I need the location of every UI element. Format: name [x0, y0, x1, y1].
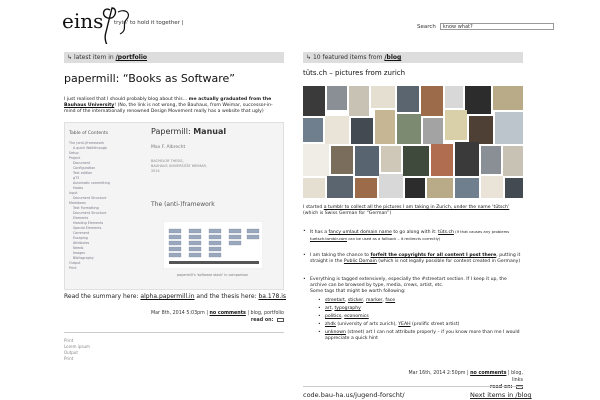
toc-item[interactable]: Document Structure — [73, 196, 107, 200]
figure-heading-a: Papermill: — [151, 127, 194, 136]
tag-link[interactable]: sticker — [347, 298, 364, 303]
toc-item[interactable]: Project — [69, 156, 81, 160]
list-item — [303, 277, 523, 296]
toc-title: Table of Contents — [69, 131, 109, 136]
photo-thumbnail[interactable] — [481, 146, 501, 174]
photo-thumbnail[interactable] — [481, 176, 503, 198]
tag-link[interactable]: marker — [366, 298, 383, 303]
bauhaus-link[interactable]: Bauhaus University — [64, 103, 115, 109]
tag-row — [318, 322, 523, 328]
next-items-link[interactable]: Next items in /blog — [470, 391, 532, 399]
bullet-icon: • — [303, 253, 306, 258]
right-column-header — [303, 52, 523, 63]
readmore-text: Read the summary here: — [64, 293, 141, 300]
bullet-icon: • — [318, 322, 321, 327]
tag-separator: , — [382, 298, 386, 303]
photo-thumbnail[interactable] — [397, 86, 419, 112]
photo-thumbnail[interactable] — [355, 178, 377, 198]
thesis-screenshot[interactable] — [64, 122, 284, 290]
post-date[interactable]: Mar 8th, 2014 5:03pm — [151, 311, 205, 316]
post-tags[interactable]: blog, portfolio — [250, 311, 284, 316]
divider — [64, 332, 284, 333]
toc-item[interactable]: Configuration — [73, 166, 96, 170]
tag-link[interactable]: YEAH — [398, 322, 411, 327]
left-column-header — [64, 52, 284, 63]
intro-rest: ! (No, the link is not wrong, the Bauhaus, from Weimar, successor-in-mind of the internationally renowned Design Movement really has a website that ugly) — [64, 103, 273, 115]
read-on-label: read on: — [250, 318, 274, 323]
photo-thumbnail[interactable] — [325, 116, 349, 144]
post-meta-right: Mar 16th, 2014 2:50pm | no comments | blog, links read on: — [408, 371, 523, 390]
read-on-label: read on: — [489, 385, 513, 390]
toc-item[interactable]: Document — [73, 161, 91, 165]
toc-item[interactable]: Print — [69, 266, 77, 270]
tag-note: (prolific street artist) — [410, 322, 460, 327]
toc-item[interactable]: A quick Walkthrough — [73, 146, 108, 150]
toc-item[interactable]: Text edition — [73, 171, 93, 175]
b3-text: Everything is tagged extensively, especially the #streetart section. If I keep it up, the archive can be browsed by type, media, crews, artist, etc. — [310, 277, 507, 289]
toc-item[interactable]: Elements — [73, 216, 89, 220]
photo-thumbnail[interactable] — [405, 178, 425, 198]
tag-link[interactable]: face — [385, 298, 396, 303]
cutoff-text — [64, 338, 90, 362]
search-area — [417, 23, 554, 30]
photo-grid[interactable] — [303, 86, 523, 198]
search-input[interactable] — [440, 23, 554, 30]
bullet-icon: • — [318, 330, 321, 335]
photo-thumbnail[interactable] — [495, 112, 523, 144]
intro-plain: I just realised that I should probably blog about this… — [64, 97, 189, 102]
cutoff-line: Print — [64, 356, 74, 361]
photo-thumbnail[interactable] — [455, 142, 479, 176]
p1-b: (which is Swiss German for “German”) — [303, 211, 392, 217]
toc-item[interactable]: Attributes — [73, 241, 90, 245]
cutoff-line: Lorem ipsum — [64, 344, 90, 349]
arrow-icon: ↳ — [306, 54, 312, 61]
photo-thumbnail[interactable] — [427, 178, 453, 198]
bullet-icon: • — [318, 306, 321, 311]
photo-thumbnail[interactable] — [381, 146, 401, 172]
photo-thumbnail[interactable] — [503, 146, 523, 176]
arrow-icon: ↳ — [67, 54, 73, 61]
bullet-icon: • — [303, 277, 306, 282]
post-title-tuets[interactable]: tüts.ch – pictures from zurich — [303, 69, 406, 77]
b1-a: It has a — [310, 230, 329, 235]
tumblr-link[interactable]: a tumblr to collect all the pictures I am taking in Zurich, under the name ‘tütsch’ — [323, 205, 510, 210]
read-summary — [64, 293, 286, 300]
tag-note: (street) art I can not attribute properly – if you know more than me I would appreciate a quick hint — [325, 330, 520, 342]
toc-item[interactable]: gT3 — [73, 176, 80, 180]
b1-b: to go along with it: — [391, 230, 439, 235]
post-intro — [64, 97, 284, 116]
tag-note: (university of arts zurich), — [335, 322, 399, 327]
photo-thumbnail[interactable] — [445, 86, 463, 108]
toc-item[interactable]: Document Structure — [73, 211, 107, 215]
tag-link[interactable]: zhdk — [325, 322, 336, 327]
bullet-icon: • — [318, 314, 321, 319]
divider — [303, 386, 523, 387]
b2-e: (which is not legally possible for content created in Germany) — [376, 259, 521, 265]
column-header-label: 10 featured items from — [312, 54, 383, 61]
comments-link[interactable]: no comments — [470, 371, 507, 376]
b2-b[interactable]: for all content I post there — [426, 253, 497, 258]
tumblr-fallback-link[interactable]: tuetsch.tumblr.com — [310, 236, 347, 242]
tag-link[interactable]: art — [325, 306, 332, 311]
photo-thumbnail[interactable] — [431, 144, 453, 176]
figure-meta — [151, 159, 271, 174]
tag-row — [318, 314, 523, 320]
tag-link[interactable]: streetart — [325, 298, 345, 303]
p1-a: I started — [303, 205, 324, 210]
toc-list — [69, 141, 119, 271]
photo-thumbnail[interactable] — [493, 86, 523, 110]
tag-row — [318, 306, 523, 312]
toc-item[interactable]: Setup — [69, 151, 79, 155]
toc-item[interactable]: Input — [69, 191, 78, 195]
photo-thumbnail[interactable] — [421, 86, 443, 116]
tag-separator: , — [341, 314, 345, 319]
tag-separator: , — [331, 306, 335, 311]
figure-heading — [151, 127, 226, 136]
papermill-link[interactable]: alpha.papermill.in — [140, 293, 195, 300]
toc-item[interactable]: Markdown — [69, 201, 87, 205]
b1-f: can be used as a fallback – it redirects correctly) — [347, 236, 441, 242]
toc-item[interactable]: Output — [69, 261, 81, 265]
logo-text[interactable]: eins — [62, 9, 104, 33]
photo-thumbnail[interactable] — [403, 146, 429, 176]
photo-thumbnail[interactable] — [469, 116, 493, 144]
toc-item[interactable]: Heading Elements — [73, 221, 104, 225]
list-item — [303, 253, 523, 265]
figure-caption: papermill's 'software stack' in comparison — [177, 273, 249, 277]
tuets-link[interactable]: tüts.ch — [438, 230, 454, 235]
post-tags[interactable]: blog, links — [511, 371, 523, 383]
tag-row — [318, 298, 523, 304]
tag-separator: , — [344, 298, 348, 303]
b2-c: , putting it straight in the — [310, 253, 521, 265]
post-tumblr-intro — [303, 205, 523, 217]
column-header-label: latest item in — [73, 54, 114, 61]
tag-link[interactable]: politics — [325, 314, 342, 319]
tag-separator: , — [363, 298, 367, 303]
toc-item[interactable]: Needs — [73, 246, 84, 250]
figure-meta-line: BAUHAUS UNIVERSITÄT WEIMAR, — [151, 164, 207, 168]
toc-item[interactable]: Automatic committing — [73, 181, 110, 185]
intro-bold: me actually graduated from the — [188, 97, 272, 102]
toc-item[interactable]: Bibliography — [73, 256, 94, 260]
photo-thumbnail[interactable] — [331, 146, 353, 174]
photo-thumbnail[interactable] — [327, 86, 347, 110]
photo-thumbnail[interactable] — [379, 174, 403, 198]
figure-heading-b: Manual — [193, 127, 227, 136]
toc-item[interactable]: The (anti-)framework — [69, 141, 105, 145]
photo-thumbnail[interactable] — [445, 110, 467, 140]
blog-link[interactable]: /blog — [384, 54, 402, 61]
share-icon[interactable] — [277, 318, 284, 322]
figure-subheading: The (anti-)framework — [151, 201, 215, 208]
photo-thumbnail[interactable] — [397, 114, 421, 144]
photo-thumbnail[interactable] — [303, 178, 325, 198]
bullet-icon: • — [303, 229, 306, 234]
figure-meta-line: BACHELOR THESIS, — [151, 159, 184, 163]
tag-row — [318, 330, 523, 342]
photo-thumbnail[interactable] — [423, 118, 443, 144]
photo-thumbnail[interactable] — [303, 144, 329, 176]
toc-item[interactable]: Special Elements — [73, 226, 102, 230]
b3-sub: Some tags that might be worth following: — [310, 289, 406, 295]
toc-item[interactable]: Comment — [73, 231, 90, 235]
bullet-icon: • — [318, 298, 321, 303]
toc-item[interactable]: Hooks — [73, 186, 84, 190]
post-date[interactable]: Mar 16th, 2014 2:50pm — [408, 371, 466, 376]
copyright-link[interactable]: forfeit the copyrights — [370, 253, 427, 258]
tag-link[interactable]: economics — [344, 314, 369, 319]
list-item — [303, 229, 523, 243]
tagline: tryin' to hold it together | — [114, 20, 184, 26]
next-post-title[interactable]: code.bau-ha.us/jugend-forscht/ — [303, 391, 405, 399]
portfolio-link[interactable]: /portfolio — [115, 54, 147, 61]
toc-item[interactable]: Text Formatting — [73, 206, 99, 210]
photo-thumbnail[interactable] — [371, 86, 395, 108]
tag-link[interactable]: typography — [334, 306, 361, 311]
photo-thumbnail[interactable] — [505, 178, 523, 198]
cutoff-line: Print — [64, 338, 74, 343]
umlaut-domain-link[interactable]: fancy umlaut domain name — [328, 230, 392, 235]
toc-item[interactable]: Images — [73, 251, 86, 255]
logo-scribble — [104, 8, 116, 44]
software-stack-diagram — [163, 221, 263, 269]
photo-thumbnail[interactable] — [455, 178, 479, 198]
readmore-mid: and the thesis here: — [194, 293, 259, 300]
photo-thumbnail[interactable] — [355, 146, 379, 176]
public-domain-link[interactable]: Public Domain — [343, 259, 377, 265]
b1-d: (if that causes any problems — [453, 229, 510, 234]
comments-link[interactable]: no comments — [209, 311, 246, 316]
photo-thumbnail[interactable] — [465, 86, 491, 114]
photo-thumbnail[interactable] — [327, 176, 353, 198]
photo-thumbnail[interactable] — [349, 86, 369, 116]
photo-thumbnail[interactable] — [303, 118, 323, 142]
thesis-link[interactable]: ba.178.is — [258, 293, 287, 300]
figure-author: Max F. Albrecht — [151, 145, 186, 150]
tag-link[interactable]: unknown — [325, 330, 346, 335]
search-label: Search — [417, 23, 436, 30]
post-title-papermill[interactable]: papermill: “Books as Software” — [64, 72, 236, 85]
post-meta-left: Mar 8th, 2014 5:03pm | no comments | blog, portfolio read on: — [151, 311, 284, 323]
photo-thumbnail[interactable] — [375, 110, 395, 144]
toc-item[interactable]: Escaping — [73, 236, 88, 240]
b2-a: I am taking the chance to — [310, 253, 371, 258]
photo-thumbnail[interactable] — [351, 118, 373, 144]
photo-thumbnail[interactable] — [303, 86, 325, 116]
cutoff-line: Output — [64, 350, 78, 355]
figure-meta-line: 2014 — [151, 169, 160, 173]
